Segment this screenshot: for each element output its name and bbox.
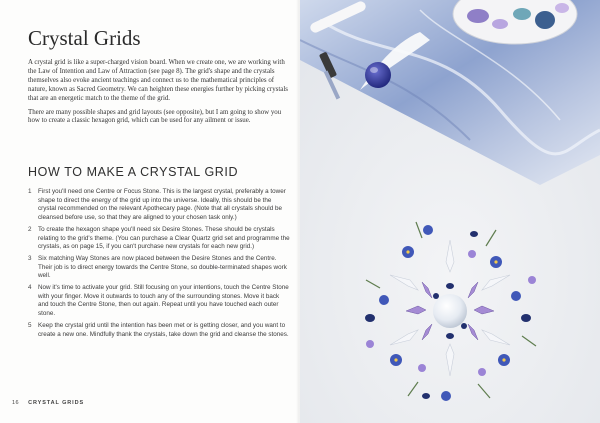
centre-stone (433, 294, 467, 328)
running-head: CRYSTAL GRIDS (28, 400, 85, 406)
photo-page (300, 0, 600, 423)
section-title: HOW TO MAKE A CRYSTAL GRID (28, 165, 239, 179)
crystal-grid-photo (300, 0, 600, 423)
step-item (28, 226, 290, 252)
step-item (28, 322, 290, 339)
page-title: Crystal Grids (28, 26, 141, 50)
step-number: 3 (28, 254, 32, 262)
step-text: Now it's time to activate your grid. Still focusing on your intentions, touch the Centre Stone with your finger. Move it outwards to touch any of the surrounding stones. Move it back and touch the Centre Stone, then out again. Repeat until you have touched each outer stone. (38, 284, 289, 318)
step-text: Keep the crystal grid until the intention has been met or is getting closer, and you want to create a new one. Mindfully thank the crystals, take down the grid and cleanse the stones. (38, 321, 289, 338)
step-text: First you'll need one Centre or Focus Stone. This is the largest crystal, preferably a tower shape to direct the energy of the grid up into the universe. Ideally, this should be the crystal recommended on the relevant Apothecary page. (Note that all crystals should be cleansed before use, so that they are aligned to your chosen task only.) (38, 188, 286, 222)
steps-list (28, 188, 290, 342)
step-number: 1 (28, 188, 32, 195)
step-text: To create the hexagon shape you'll need six Desire Stones. These should be crystals relating to the grid's theme. (You can purchase a Clear Quartz grid set and programme the crystals, as on page 15, if you can't purchase new crystals for each new grid.) (38, 225, 290, 251)
intro-paragraph: There are many possible shapes and grid layouts (see opposite), but I am going to show you how to create a classic hexagon grid, which can be used for any ailment or issue. (28, 108, 282, 125)
blue-jar (365, 62, 391, 88)
step-number: 4 (28, 284, 32, 292)
step-text: Six matching Way Stones are now placed between the Desire Stones and the Centre. Their job is to direct energy towards the Centre Stone, so double-terminated shapes work well. (38, 254, 287, 280)
step-item (28, 255, 290, 281)
page-footer (12, 400, 84, 406)
intro-text (28, 59, 290, 131)
page-number: 16 (12, 400, 20, 406)
step-number: 2 (28, 225, 32, 233)
step-number: 5 (28, 321, 32, 329)
step-item (28, 284, 290, 319)
step-item (28, 188, 290, 223)
intro-paragraph: A crystal grid is like a super-charged vision board. When we create one, we are working with the Law of Intention and Law of Attraction (see page 8). The grid's shape and the crystals themselves also evoke ancient teachings and connect us to the mathematical principles of nature, known as Sacred Geometry. We can heighten these energies further by picking crystals that are an energetic match to the theme of the grid. (28, 59, 288, 102)
